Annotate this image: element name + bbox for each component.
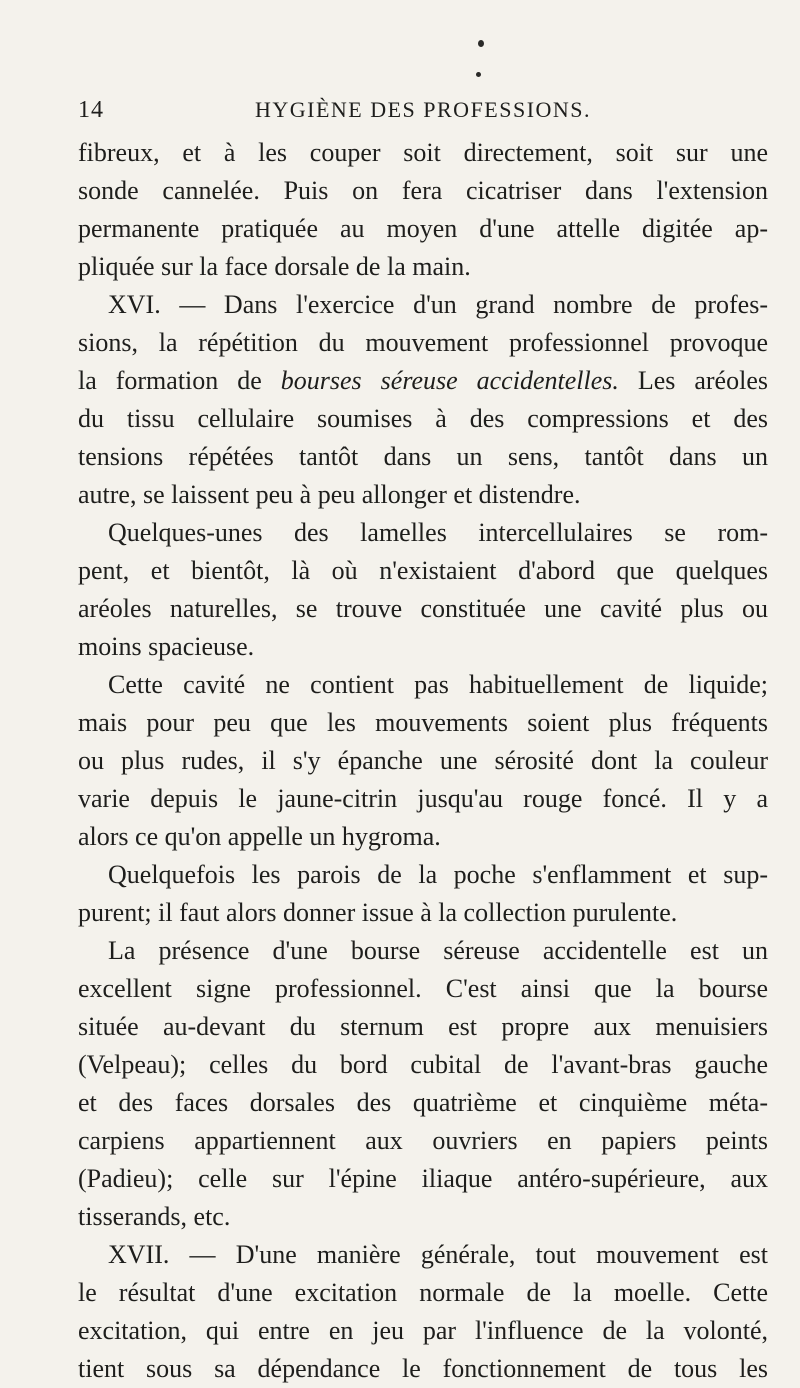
ink-speck (478, 40, 484, 47)
text-line: XVI. — Dans l'exercice d'un grand nombre de profes- (108, 290, 768, 319)
body-text (78, 134, 768, 1388)
text-line: tensions répétées tantôt dans un sens, tantôt dans un (78, 442, 768, 471)
text-line: excellent signe professionnel. C'est ainsi que la bourse (78, 974, 768, 1003)
page-header (78, 90, 768, 130)
text-line: (Padieu); celle sur l'épine iliaque antéro-supérieure, aux (78, 1164, 768, 1193)
text-line: ou plus rudes, il s'y épanche une sérosité dont la couleur (78, 746, 768, 775)
text-line: pent, et bientôt, là où n'existaient d'abord que quelques (78, 556, 768, 585)
text-line: aréoles naturelles, se trouve constituée une cavité plus ou (78, 594, 768, 623)
text-line: Quelques-unes des lamelles intercellulaires se rom- (108, 518, 768, 547)
text-line: excitation, qui entre en jeu par l'influence de la volonté, (78, 1316, 768, 1345)
text-line: La présence d'une bourse séreuse accidentelle est un (108, 936, 768, 965)
text-line: XVII. — D'une manière générale, tout mouvement est (108, 1240, 768, 1269)
text-line: Quelquefois les parois de la poche s'enflamment et sup- (108, 860, 768, 889)
text-line: le résultat d'une excitation normale de la moelle. Cette (78, 1278, 768, 1307)
text-line: située au-devant du sternum est propre aux menuisiers (78, 1012, 768, 1041)
text-line: mais pour peu que les mouvements soient plus fréquents (78, 708, 768, 737)
text-line: purent; il faut alors donner issue à la collection purulente. (78, 898, 678, 927)
text-line: sions, la répétition du mouvement professionnel provoque (78, 328, 768, 357)
text-line: alors ce qu'on appelle un hygroma. (78, 822, 441, 851)
text-line: moins spacieuse. (78, 632, 255, 661)
text-line: tisserands, etc. (78, 1202, 231, 1231)
text-line: sonde cannelée. Puis on fera cicatriser dans l'extension (78, 176, 768, 205)
text-segment: la formation de (78, 366, 281, 395)
text-line: tient sous sa dépendance le fonctionnement de tous les (78, 1354, 768, 1383)
text-line: autre, se laissent peu à peu allonger et distendre. (78, 480, 581, 509)
text-line: (Velpeau); celles du bord cubital de l'avant-bras gauche (78, 1050, 768, 1079)
ink-speck (476, 72, 481, 77)
italic-term: bourses séreuse accidentelles. (280, 366, 619, 395)
text-line: du tissu cellulaire soumises à des compressions et des (78, 404, 768, 433)
text-line: fibreux, et à les couper soit directement, soit sur une (78, 138, 768, 167)
text-segment: Les aréoles (618, 366, 768, 395)
text-line: Cette cavité ne contient pas habituellement de liquide; (108, 670, 768, 699)
text-line: et des faces dorsales des quatrième et cinquième méta- (78, 1088, 768, 1117)
text-line: carpiens appartiennent aux ouvriers en papiers peints (78, 1126, 768, 1155)
text-line (78, 362, 768, 400)
text-line: permanente pratiquée au moyen d'une attelle digitée ap- (78, 214, 768, 243)
text-line: pliquée sur la face dorsale de la main. (78, 252, 471, 281)
text-line: varie depuis le jaune-citrin jusqu'au rouge foncé. Il y a (78, 784, 768, 813)
running-head: HYGIÈNE DES PROFESSIONS. (254, 97, 592, 122)
page-number: 14 (78, 97, 104, 123)
